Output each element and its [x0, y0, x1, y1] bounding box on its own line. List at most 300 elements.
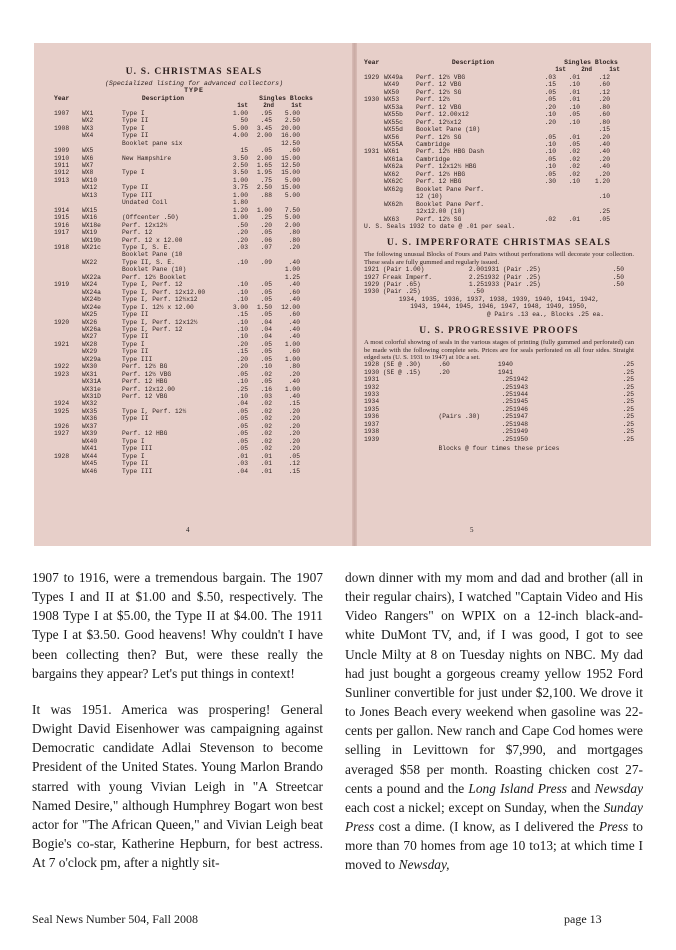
row-single-1st: 3.75: [232, 184, 248, 192]
table-row: [364, 178, 634, 185]
row-block: 15.00: [281, 169, 300, 177]
imperforate-cell: .50: [472, 288, 484, 296]
row-description: Perf. 12½ SG: [416, 215, 462, 223]
proof-cell: [438, 421, 485, 428]
row-year: [364, 104, 384, 111]
table-row: [54, 430, 334, 437]
proof-cell: [513, 369, 597, 376]
row-block: .20: [288, 437, 300, 445]
row-number: WX44: [82, 452, 98, 460]
row-description: 12x12.00 (10): [416, 208, 466, 216]
row-number: WX7: [82, 161, 94, 169]
proof-cell: .25: [622, 361, 634, 369]
imperforate-row: [364, 266, 634, 273]
table-row: [54, 184, 334, 191]
proof-cell: 1944: [512, 391, 529, 399]
row-single-1st: .50: [236, 221, 248, 229]
row-block: .20: [288, 407, 300, 415]
row-single-2nd: .05: [260, 147, 272, 155]
sub-2nd: 2nd: [581, 66, 592, 74]
row-single-2nd: 2.00: [256, 132, 272, 140]
row-description: Booklet pane six: [122, 139, 183, 147]
table-row: [54, 363, 334, 370]
row-single-2nd: [556, 126, 580, 133]
row-single-2nd: .04: [260, 325, 272, 333]
table-row: [364, 104, 634, 111]
row-year: [364, 216, 384, 223]
row-year: 1909: [54, 147, 70, 155]
table-row: [54, 244, 334, 251]
row-year: 1916: [54, 221, 70, 229]
row-description: Type I: [122, 340, 145, 348]
imperforate-row: [364, 288, 634, 295]
row-description: [122, 400, 222, 407]
proof-cell: 1947: [512, 413, 529, 421]
row-year: [364, 186, 384, 193]
row-number: WX37: [82, 422, 98, 430]
proof-cell: .60: [438, 361, 450, 369]
row-block: [580, 201, 610, 208]
row-block: 5.00: [284, 176, 300, 184]
table-row: [54, 177, 334, 184]
row-block: .05: [598, 215, 610, 223]
row-description: Perf. 12x12½ HBG: [416, 163, 477, 171]
row-description: Perf. 12½x12: [416, 118, 462, 126]
row-single-1st: .15: [544, 81, 556, 89]
proof-cell: .25: [501, 428, 513, 436]
proof-cell: 1938: [364, 428, 380, 436]
row-single-2nd: 1.65: [256, 161, 272, 169]
row-description: Perf. 12½ HBG: [416, 170, 466, 178]
row-number: WX12: [82, 184, 98, 192]
row-single-2nd: .10: [568, 178, 580, 186]
row-number: WX49: [384, 81, 400, 89]
row-block: .80: [598, 103, 610, 111]
imperforate-cell: 1929 (Pair .65): [364, 281, 421, 289]
row-single-2nd: .02: [568, 170, 580, 178]
table-row: [54, 468, 334, 475]
row-single-1st: .15: [236, 348, 248, 356]
row-year: [364, 141, 384, 148]
row-description: Cambridge: [416, 155, 451, 163]
row-description: (Offcenter .50): [122, 214, 179, 222]
row-single-2nd: .10: [260, 363, 272, 371]
table-row: [54, 371, 334, 378]
sub-2nd: 2nd: [263, 102, 274, 110]
row-description: Perf. 12½ SG: [416, 133, 462, 141]
proof-cell: .25: [501, 420, 513, 428]
row-single-2nd: .02: [260, 400, 272, 408]
row-single-1st: .04: [236, 400, 248, 408]
proof-cell: 1937: [364, 420, 380, 428]
table-row: [54, 132, 334, 139]
row-block: 1.00: [284, 385, 300, 393]
row-number: WX16: [82, 214, 98, 222]
row-block: .60: [288, 311, 300, 319]
row-single-1st: .03: [236, 460, 248, 468]
row-single-1st: .05: [236, 422, 248, 430]
row-year: [54, 311, 82, 318]
imperforate-cell: 1931 (Pair .25): [484, 266, 541, 274]
imperforate-cell: .50: [612, 273, 624, 281]
imperforate-title: U. S. IMPERFORATE CHRISTMAS SEALS: [386, 238, 612, 249]
row-block: .80: [288, 363, 300, 371]
row-block: .05: [288, 452, 300, 460]
row-description: Perf. 12x12.00: [122, 385, 175, 393]
row-single-2nd: .02: [260, 415, 272, 423]
row-block: .40: [598, 148, 610, 156]
row-single-2nd: .01: [260, 452, 272, 460]
proof-row: [364, 421, 634, 428]
row-block: .80: [288, 236, 300, 244]
row-description: Perf. 12 x 12.00: [122, 236, 183, 244]
proof-cell: .25: [622, 391, 634, 399]
sub-1st-blocks: 1st: [291, 102, 302, 110]
table-row: [364, 193, 634, 200]
left-seal-table: [54, 110, 334, 475]
row-number: WX25: [82, 311, 98, 319]
table-row: [54, 259, 334, 266]
proof-cell: .25: [622, 398, 634, 406]
row-description: Perf. 12½ VBG: [122, 370, 172, 378]
row-number: WX5: [82, 147, 94, 155]
row-single-2nd: .45: [260, 117, 272, 125]
row-description: Type II: [122, 117, 149, 125]
row-number: WX53a: [384, 103, 403, 111]
table-row: [54, 199, 334, 206]
row-block: 2.50: [284, 117, 300, 125]
row-description: Perf. 12½ BG: [122, 363, 168, 371]
row-single-2nd: 1.95: [256, 169, 272, 177]
row-description: Type I: [122, 124, 145, 132]
row-single-1st: .15: [236, 311, 248, 319]
row-description: Perf. 12 VBG: [122, 393, 168, 401]
row-description: Type II: [122, 348, 149, 356]
row-single-2nd: .16: [260, 385, 272, 393]
row-number: WX62: [384, 170, 400, 178]
description-header: Description: [451, 59, 495, 66]
blocks-note: Blocks @ four times these prices: [438, 444, 560, 452]
row-single-1st: .20: [236, 355, 248, 363]
table-row: [54, 326, 334, 333]
row-single-1st: 3.50: [232, 169, 248, 177]
row-year: [364, 208, 384, 215]
article-paragraph: It was 1951. America was prospering! General Dwight David Eisenhower was campaigning against Democratic candidate Adlai Stevenson to become President of the United States. Young Marlon Brando starred with young Vivian Leigh in "A Streetcar Named Desire," although Humphrey Bogart won best actor for "The African Queen," and Vivian Leigh beat Bogie's co-star, Katherine Hepburn, for best actress. At 7 o'clock pm, after a nightly sit-: [32, 701, 323, 871]
row-number: WX2: [82, 117, 94, 125]
proof-cell: 1934: [364, 398, 380, 406]
row-number: WX49a: [384, 73, 403, 81]
row-single-2nd: .06: [260, 236, 272, 244]
row-number: [82, 140, 122, 147]
row-single-2nd: .05: [260, 288, 272, 296]
row-block: 1.00: [284, 266, 300, 274]
table-row: [54, 281, 334, 288]
row-year: 1918: [54, 243, 70, 251]
proof-cell: .25: [501, 391, 513, 399]
row-single-2nd: [556, 208, 580, 215]
imperforate-cell: 1921 (Pair 1.00): [364, 266, 425, 274]
table-row: [54, 453, 334, 460]
row-number: WX32: [82, 400, 98, 408]
row-single-1st: 1.00: [232, 214, 248, 222]
row-single-2nd: .04: [260, 318, 272, 326]
proof-row: [364, 384, 634, 391]
row-year: [54, 184, 82, 191]
table-row: [54, 274, 334, 281]
row-description: Type I, Perf. 12x12½: [122, 318, 198, 326]
row-year: [364, 126, 384, 133]
imperforate-years-2: 1943, 1944, 1945, 1946, 1947, 1948, 1949, 1950,: [410, 303, 588, 311]
proof-cell: 1931: [364, 376, 380, 384]
row-block: .80: [598, 118, 610, 126]
table-row: [54, 229, 334, 236]
row-single-2nd: .04: [260, 333, 272, 341]
row-number: WX13: [82, 191, 98, 199]
row-block: .15: [598, 126, 610, 134]
row-single-2nd: [248, 140, 272, 147]
row-number: WX18e: [82, 221, 101, 229]
row-year: 1923: [54, 370, 70, 378]
seals-note: U. S. Seals 1932 to date @ .01 per seal.: [364, 222, 516, 230]
row-block: .40: [288, 281, 300, 289]
imperforate-cell: 2.00: [468, 266, 484, 274]
row-description: Booklet Pane (10): [416, 126, 481, 134]
table-row: [54, 378, 334, 385]
imperforate-years-1: 1934, 1935, 1936, 1937, 1938, 1939, 1940, 1941, 1942,: [398, 295, 600, 303]
description-header: Description: [141, 94, 185, 102]
row-number: [384, 193, 416, 200]
row-number: WX26a: [82, 325, 101, 333]
row-block: 12.50: [281, 161, 300, 169]
row-year: 1921: [54, 340, 70, 348]
proof-row: [364, 428, 634, 435]
row-description: Type II: [122, 333, 149, 341]
row-year: 1922: [54, 363, 70, 371]
table-row: [364, 201, 634, 208]
table-row: [54, 415, 334, 422]
row-single-2nd: .07: [260, 243, 272, 251]
row-single-1st: .20: [236, 236, 248, 244]
row-single-2nd: .02: [260, 437, 272, 445]
row-single-1st: .10: [236, 318, 248, 326]
right-booklet-page: [364, 59, 634, 452]
imperforate-cell: .50: [612, 281, 624, 289]
row-number: WX31: [82, 370, 98, 378]
row-block: 15.00: [281, 154, 300, 162]
proof-cell: .25: [622, 435, 634, 443]
table-row: [364, 74, 634, 81]
row-year: [54, 132, 82, 139]
seals-title: U. S. CHRISTMAS SEALS: [125, 67, 263, 77]
row-number: WX40: [82, 437, 98, 445]
row-single-1st: 1.00: [232, 176, 248, 184]
row-year: [54, 117, 82, 124]
row-single-2nd: .05: [260, 311, 272, 319]
row-number: WX39: [82, 430, 98, 438]
row-description: Perf. 12x12½: [122, 221, 168, 229]
row-single-2nd: [556, 186, 580, 193]
row-description: Perf. 12 HBG: [122, 430, 168, 438]
sub-1st: 1st: [237, 102, 248, 110]
table-row: [54, 192, 334, 199]
row-year: [54, 251, 82, 258]
row-single-2nd: .01: [568, 215, 580, 223]
row-block: .20: [598, 170, 610, 178]
row-year: [54, 356, 82, 363]
row-description: Perf. 12: [122, 229, 153, 237]
imperforate-cell: 1.25: [468, 281, 484, 289]
row-single-2nd: .25: [260, 214, 272, 222]
row-number: WX30: [82, 363, 98, 371]
row-description: [122, 207, 222, 214]
row-number: WX31A: [82, 378, 101, 386]
row-year: [54, 438, 82, 445]
row-single-2nd: .05: [260, 340, 272, 348]
year-header: Year: [54, 94, 70, 102]
right-table-subheader: [364, 66, 634, 73]
row-number: WX31e: [82, 385, 101, 393]
row-single-1st: [222, 274, 248, 281]
row-single-2nd: [248, 251, 272, 258]
progressive-text: A most colorful showing of seals in the various stages of printing (fully gummed and perforated) can be made with the following complete sets. Prices are for seals perforated on all four sides. Straight edged sets (U. S. 1931 to 1947) at 10c a set.: [364, 339, 634, 362]
progressive-title: U. S. PROGRESSIVE PROOFS: [419, 326, 579, 337]
table-row: [364, 148, 634, 155]
row-year: [54, 259, 82, 266]
table-row: [54, 222, 334, 229]
row-single-2nd: [556, 193, 580, 200]
row-single-1st: .05: [236, 437, 248, 445]
table-row: [54, 125, 334, 132]
row-description: Perf. 12 VBG: [416, 103, 462, 111]
row-year: [54, 192, 82, 199]
row-block: .60: [598, 81, 610, 89]
row-single-1st: .04: [236, 467, 248, 475]
row-number: [82, 251, 122, 258]
proof-cell: (Pairs .30): [438, 413, 481, 421]
row-number: WX53: [384, 96, 400, 104]
row-single-2nd: .05: [260, 378, 272, 386]
proof-cell: 1946: [512, 405, 529, 413]
row-single-2nd: 1.50: [256, 303, 272, 311]
row-single-2nd: [556, 201, 580, 208]
imperforate-cell: [584, 288, 624, 295]
row-description: Perf. 12 HBG: [416, 178, 462, 186]
row-description: Perf. 12.00x12: [416, 111, 469, 119]
row-block: 2.00: [284, 221, 300, 229]
row-description: Type II: [122, 415, 149, 423]
row-number: WX24a: [82, 288, 101, 296]
row-number: WX62h: [384, 200, 403, 208]
row-description: Booklet Pane (10: [122, 251, 183, 259]
row-single-2nd: .05: [260, 296, 272, 304]
row-description: Type II: [122, 132, 149, 140]
proof-cell: [438, 398, 485, 405]
row-number: WX8: [82, 169, 94, 177]
row-single-1st: .05: [236, 370, 248, 378]
row-single-2nd: .05: [260, 229, 272, 237]
row-single-1st: .05: [544, 88, 556, 96]
row-number: WX55b: [384, 111, 403, 119]
row-year: [364, 163, 384, 170]
singles-blocks-header: Singles Blocks: [259, 94, 313, 102]
proof-row: [364, 436, 634, 443]
left-page-number: 4: [186, 526, 190, 534]
row-description: Booklet Pane Perf.: [416, 185, 485, 193]
imperforate-cell: 1927 Freak Imperf.: [364, 273, 433, 281]
right-seal-table: [364, 74, 634, 223]
proof-cell: 1943: [512, 383, 529, 391]
row-single-2nd: .88: [260, 191, 272, 199]
row-description: [122, 147, 222, 154]
row-year: 1911: [54, 161, 70, 169]
row-year: 1914: [54, 206, 70, 214]
type-heading: TYPE: [184, 87, 204, 95]
progressive-table: [364, 361, 634, 442]
row-description: [122, 162, 222, 169]
imperforate-cell: 1932 (Pair .25): [484, 273, 541, 281]
proof-cell: .25: [501, 383, 513, 391]
row-number: WX55A: [384, 140, 403, 148]
table-row: [364, 119, 634, 126]
row-single-2nd: 2.50: [256, 184, 272, 192]
row-description: Type I. 12½ x 12.00: [122, 303, 194, 311]
proof-cell: .25: [622, 428, 634, 436]
row-single-1st: 3.00: [232, 303, 248, 311]
row-year: [364, 178, 384, 185]
table-row: [54, 140, 334, 147]
row-block: .60: [288, 348, 300, 356]
table-row: [364, 171, 634, 178]
row-single-2nd: .01: [568, 133, 580, 141]
row-single-2nd: .02: [260, 445, 272, 453]
imperforate-table: [364, 266, 634, 296]
table-row: [364, 163, 634, 170]
imperforate-cell: 2.25: [468, 273, 484, 281]
row-year: [364, 81, 384, 88]
proof-cell: .25: [622, 413, 634, 421]
row-block: .40: [288, 258, 300, 266]
row-single-1st: 1.80: [232, 199, 248, 207]
row-year: [364, 89, 384, 96]
row-year: [54, 445, 82, 452]
row-single-2nd: .75: [260, 176, 272, 184]
row-single-1st: .03: [236, 243, 248, 251]
proof-cell: [513, 361, 597, 368]
row-single-2nd: .10: [568, 81, 580, 89]
table-row: [54, 110, 334, 117]
table-row: [54, 438, 334, 445]
proof-cell: [438, 428, 485, 435]
row-single-2nd: .02: [568, 148, 580, 156]
row-number: WX55c: [384, 118, 403, 126]
row-block: 15.00: [281, 184, 300, 192]
row-single-2nd: .05: [568, 140, 580, 148]
row-number: WX15: [82, 206, 98, 214]
article-column-1: [32, 568, 323, 889]
row-single-2nd: [248, 274, 272, 281]
row-single-1st: .20: [236, 363, 248, 371]
row-block: 12.00: [281, 303, 300, 311]
table-row: [54, 147, 334, 154]
row-block: 1.00: [284, 355, 300, 363]
table-row: [54, 207, 334, 214]
proof-cell: .25: [622, 368, 634, 376]
row-number: WX29a: [82, 355, 101, 363]
row-number: WX50: [384, 88, 400, 96]
proof-cell: .25: [501, 413, 513, 421]
row-description: [122, 423, 222, 430]
row-single-2nd: .02: [260, 370, 272, 378]
